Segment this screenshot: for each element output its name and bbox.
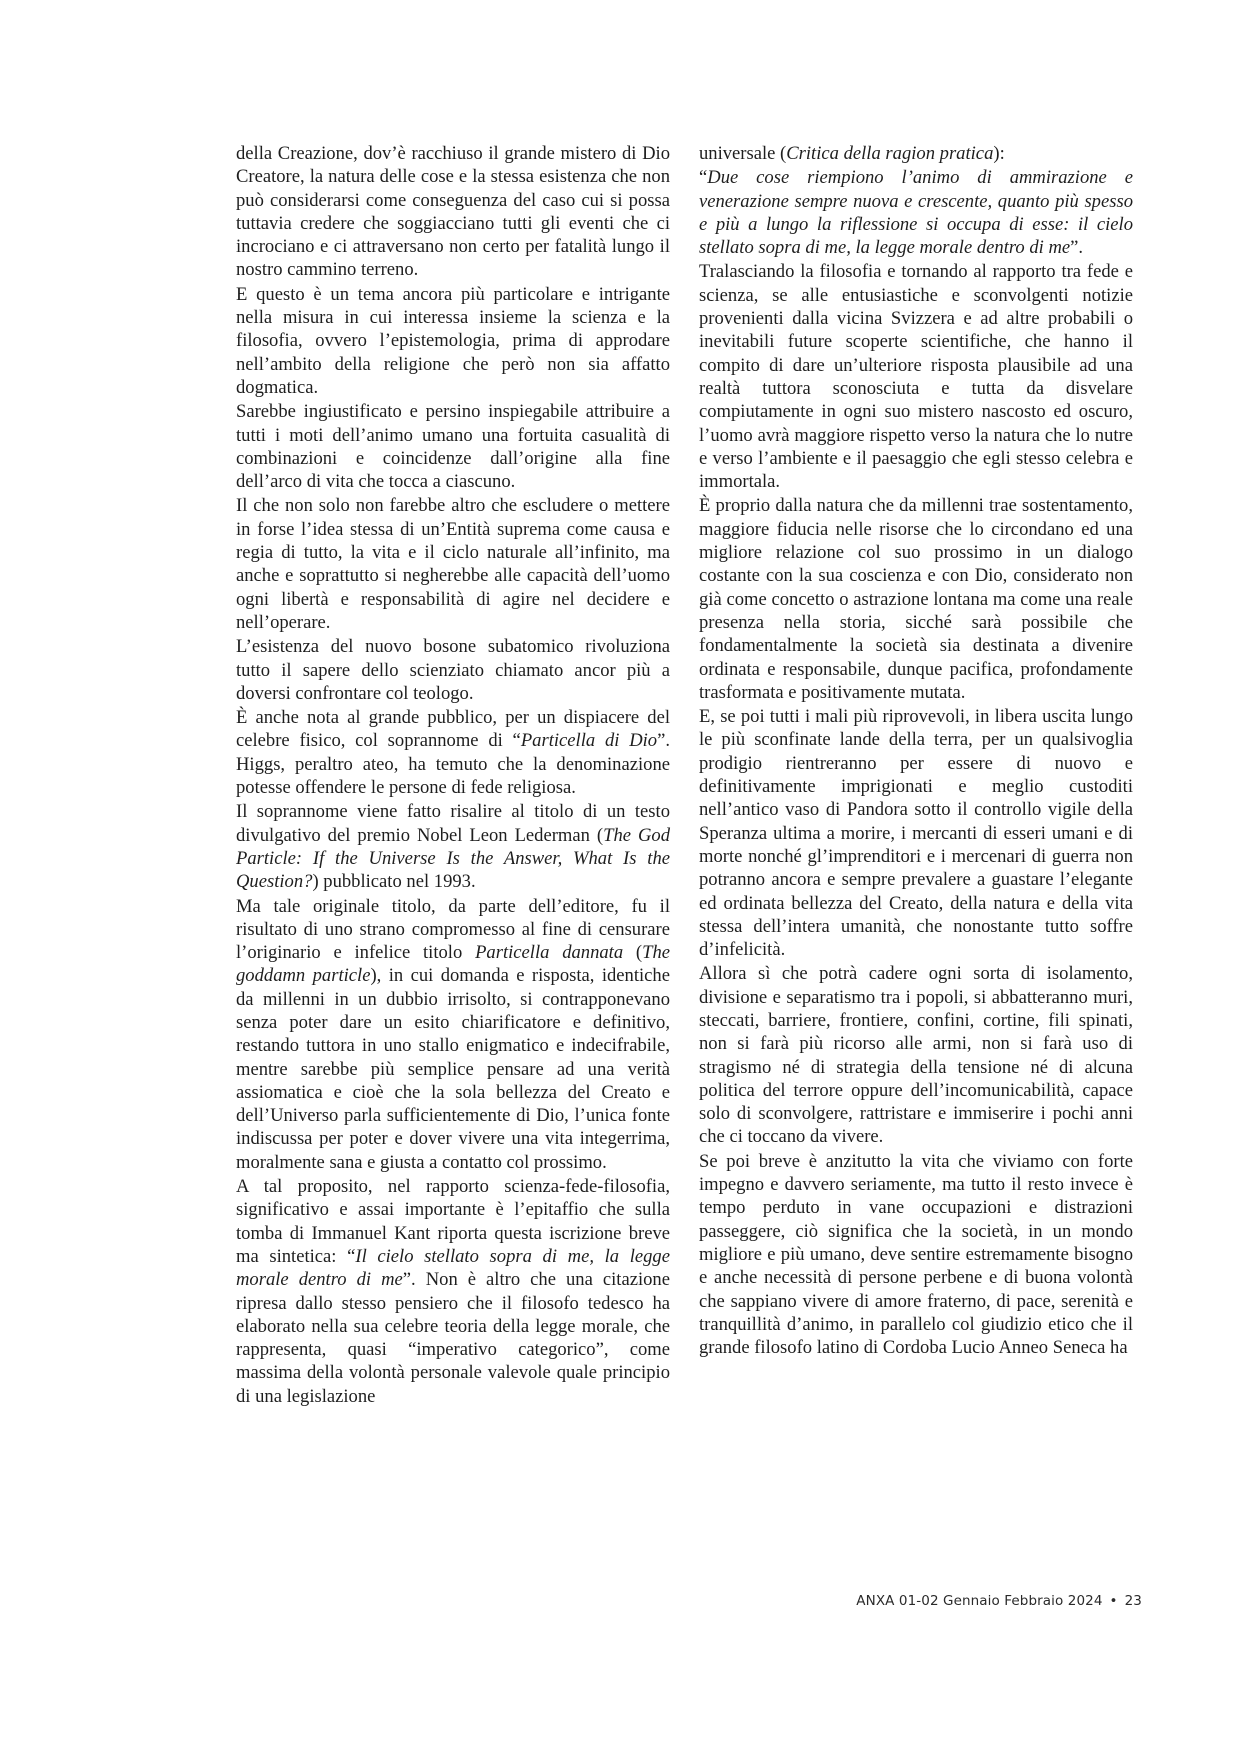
text-run: Il soprannome viene fatto risalire al titolo di un testo divulgativo del premio Nobel Leon Lederman ( bbox=[236, 801, 670, 846]
paragraph bbox=[236, 800, 670, 893]
publication-issue: ANXA 01-02 Gennaio Febbraio 2024 bbox=[856, 1593, 1103, 1609]
italic-text-run: Due cose riempiono l’animo di ammirazione e venerazione sempre nuova e crescente, quanto più spesso e più a lungo la riflessione si occupa di esse: il cielo stellato sopra di me, la legge morale dentro di me bbox=[699, 167, 1133, 259]
page-footer bbox=[856, 1593, 1142, 1609]
paragraph bbox=[699, 142, 1133, 165]
bullet-separator: • bbox=[1109, 1593, 1118, 1609]
paragraph: Tralasciando la filosofia e tornando al rapporto tra fede e scienza, se alle entusiastiche e sconvolgenti notizie provenienti dalla vicina Svizzera e ad altre probabili o inevitabili future scoperte scientifiche, che hanno il compito di dare un’ulteriore risposta plausibile ad una realtà tuttora sconosciuta e tutta da disvelare compiutamente in ogni suo mistero nascosto ed oscuro, l’uomo avrà maggiore rispetto verso la natura che lo nutre e verso l’ambiente e il paesaggio che egli stesso celebra e immortala. bbox=[699, 261, 1133, 493]
paragraph: E questo è un tema ancora più particolare e intrigante nella misura in cui interessa insieme la scienza e la filosofia, ovvero l’epistemologia, prima di approdare nell’ambito della religione che però non sia affatto dogmatica. bbox=[236, 283, 670, 398]
paragraph: Sarebbe ingiustificato e persino inspiegabile attribuire a tutti i moti dell’animo umano una fortuita casualità di combinazioni e coincidenze dall’origine alla fine dell’arco di vita che tocca a ciascuno. bbox=[236, 401, 670, 493]
paragraph: L’esistenza del nuovo bosone subatomico rivoluziona tutto il sapere dello scienziato chiamato ancor più a doversi confrontare col teologo. bbox=[236, 636, 670, 704]
text-run: ), in cui domanda e risposta, identiche da millenni in un dubbio irrisolto, si contrapponevano senza poter dare un esito chiarificatore e definitivo, restando tuttora in uno stallo enigmatico e indecifrabile, mentre sarebbe più semplice pensare ad una verità assiomatica e cioè che la sola bellezza del Creato e dell’Universo parla sufficientemente di Dio, l’unica fonte indiscussa per poter e dover vivere una vita integerrima, moralmente sana e giusta a contatto col prossimo. bbox=[236, 965, 670, 1173]
text-run: Ma tale originale titolo, da parte dell’editore, fu il risultato di uno strano compromesso al fine di censurare l’originario e infelice titolo bbox=[236, 895, 670, 964]
paragraph: Il che non solo non farebbe altro che escludere o mettere in forse l’idea stessa di un’Entità suprema come causa e regia di tutto, la vita e il ciclo naturale all’infinito, ma anche e soprattutto si negherebbe alle capacità dell’uomo ogni libertà e responsabilità di agire nel decidere e nell’operare. bbox=[236, 495, 670, 633]
text-run: ”. bbox=[1070, 237, 1084, 259]
italic-text-run: Particella dannata bbox=[475, 942, 624, 964]
paragraph: Se poi breve è anzitutto la vita che viviamo con forte impegno e davvero seriamente, ma tutto il resto invece è tempo perduto in vane occupazioni e distrazioni passeggere, ciò significa che la società, in un mondo migliore e più umano, deve sentire estremamente bisogno e anche necessità di persone perbene e di buona volontà che sappiano vivere di amore fraterno, di pace, serenità e tranquillità d’animo, in parallelo col giudizio etico che il grande filosofo latino di Cordoba Lucio Anneo Seneca ha bbox=[699, 1150, 1133, 1359]
text-run: ”. Higgs, peraltro ateo, ha temuto che la denominazione potesse offendere le persone di fede religiosa. bbox=[236, 730, 670, 799]
italic-text-run: The goddamn particle bbox=[236, 942, 671, 987]
text-run: È anche nota al grande pubblico, per un dispiacere del celebre fisico, col soprannome di “ bbox=[236, 707, 670, 752]
kant-quote bbox=[699, 166, 1133, 259]
italic-text-run: Il cielo stellato sopra di me, la legge morale dentro di me bbox=[236, 1245, 670, 1291]
paragraph: della Creazione, dov’è racchiuso il grande mistero di Dio Creatore, la natura delle cose e la stessa esistenza che non può considerarsi come conseguenza del caso cui si possa tuttavia credere che soggiacciano tutti gli eventi che ci incrociano e ci attraversano non certo per fatalità lungo il nostro cammino terreno. bbox=[236, 143, 670, 281]
italic-text-run: Particella di Dio bbox=[520, 730, 658, 752]
text-run: ): bbox=[993, 143, 1005, 164]
page-number: 23 bbox=[1124, 1593, 1142, 1609]
italic-text-run: The God Particle: If the Universe Is the Answer, What Is the Question? bbox=[236, 824, 670, 893]
paragraph: È proprio dalla natura che da millenni trae sostentamento, maggiore fiducia nelle risorse che lo circondano ed una migliore relazione col suo prossimo in un dialogo costante con la sua coscienza e con Dio, considerato non già come concetto o astrazione lontana ma come una reale presenza nella storia, sicché sarà possibile che fondamentalmente la società sia destinata a divenire ordinata e responsabile, dunque pacifica, profondamente trasformata e positivamente mutata. bbox=[699, 495, 1133, 703]
paragraph bbox=[236, 706, 670, 799]
paragraph: Allora sì che potrà cadere ogni sorta di isolamento, divisione e separatismo tra i popoli, si abbatteranno muri, steccati, barriere, frontiere, confini, cortine, fili spinati, non si farà più ricorso alle armi, non si farà uso di stragismo né di strategia della tensione né di alcuna politica del terrore oppure dell’incomunicabilità, capace solo di sconvolgere, rattristare e immiserire i pochi anni che ci toccano da vivere. bbox=[699, 963, 1133, 1148]
paragraph: E, se poi tutti i mali più riprovevoli, in libera uscita lungo le più sconfinate lande della terra, per un qualsivoglia prodigio rientreranno per essere di nuovo e definitivamente imprigionati e meglio custoditi nell’antico vaso di Pandora sotto il controllo vigile della Speranza ultima a morire, i mercanti di esseri umani e di morte nonché gl’imprenditori e i mercenari di guerra non potranno ancora e sempre prevalere a guastare l’elegante ed ordinata bellezza del Creato, della natura e della vita stessa dell’intera umanità, che nonostante tutto soffre d’infelicità. bbox=[699, 706, 1133, 961]
text-run: ”. Non è altro che una citazione ripresa dallo stesso pensiero che il filosofo tedesco ha elaborato nella sua celebre teoria della legge morale, che rappresenta, quasi “imperativo categorico”, come massima della volontà personale valevole quale principio di una legislazione bbox=[236, 1269, 670, 1407]
text-run: ( bbox=[623, 942, 643, 964]
text-column-left bbox=[236, 142, 670, 1409]
text-run: A tal proposito, nel rapporto scienza-fede-filosofia, significativo e assai importante è l’epitaffio che sulla tomba di Immanuel Kant riporta questa iscrizione breve ma sintetica: “ bbox=[236, 1176, 670, 1267]
italic-text-run: Critica della ragion pratica bbox=[786, 143, 994, 164]
paragraph bbox=[236, 1175, 670, 1408]
text-run: universale ( bbox=[699, 143, 787, 164]
paragraph bbox=[236, 895, 670, 1175]
text-run: “ bbox=[699, 167, 708, 189]
text-column-right bbox=[699, 142, 1133, 1360]
text-run: ) pubblicato nel 1993. bbox=[312, 871, 476, 893]
